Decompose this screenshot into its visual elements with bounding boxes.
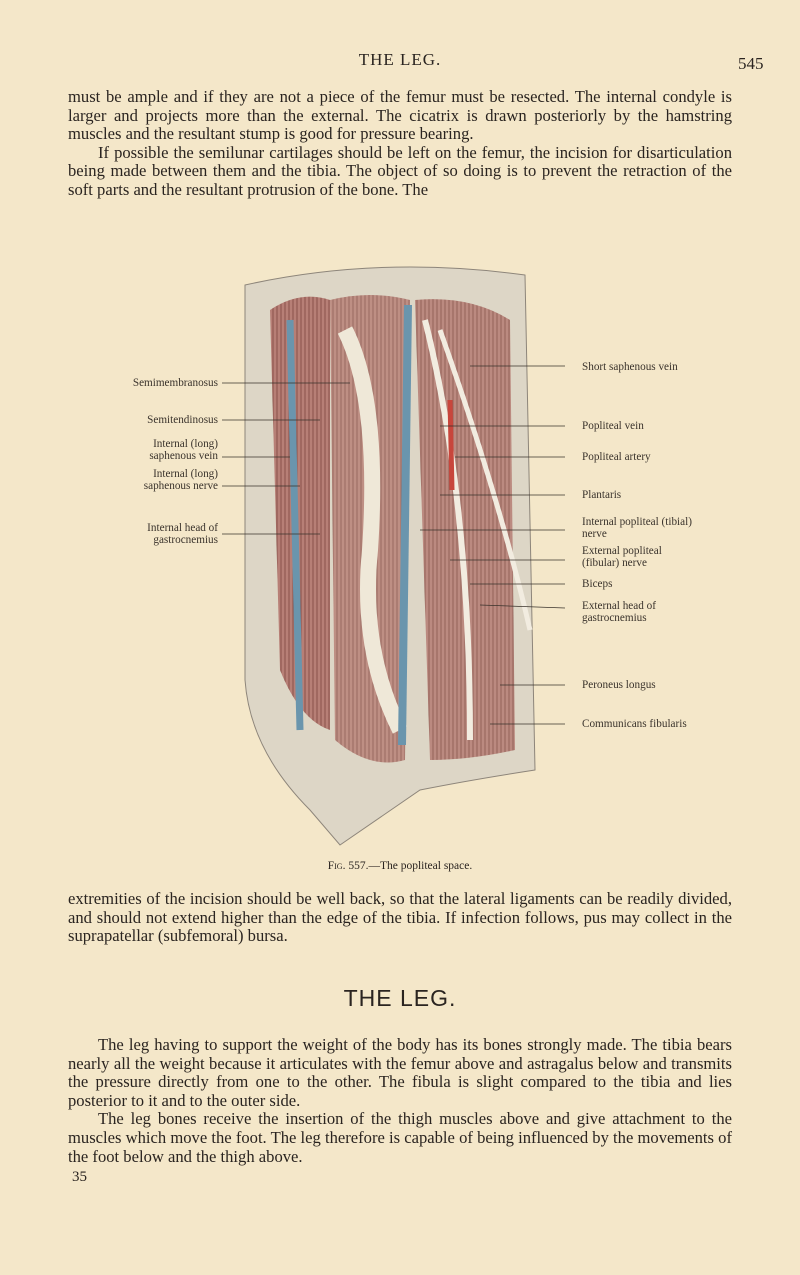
paragraph-text: The leg bones receive the insertion of the thigh muscles above and give attachment to the muscles which move the foot. The leg therefore is capable of being influenced by the movements of the foot below and the thigh above. <box>68 1109 732 1166</box>
caption-prefix: Fig. 557. <box>327 860 369 872</box>
label-semitendinosus: Semitendinosus <box>147 414 218 426</box>
label-biceps: Biceps <box>582 578 613 590</box>
running-title: THE LEG. <box>358 50 442 69</box>
label-external-gastrocnemius: External head of gastrocnemius <box>582 600 656 624</box>
paragraph-text: The leg having to support the weight of the body has its bones strongly made. The tibia bears nearly all the weight because it articulates with the femur above and astragalus below and transmits the pressure directly from one to the other. The fibula is slight compared to the tibia and lies posterior to it and to the outer side. <box>68 1035 732 1110</box>
label-saphenous-nerve: Internal (long) saphenous nerve <box>143 468 218 492</box>
label-communicans-fibularis: Communicans fibularis <box>582 718 687 730</box>
label-external-popliteal-nerve: External popliteal (fibular) nerve <box>582 545 662 569</box>
signature-mark: 35 <box>72 1169 87 1186</box>
paragraph-section <box>68 1036 732 1186</box>
paragraph-top <box>68 88 732 200</box>
label-plantaris: Plantaris <box>582 489 622 501</box>
label-semimembranosus: Semimembranosus <box>132 377 218 389</box>
label-internal-popliteal-nerve: Internal popliteal (tibial) nerve <box>582 516 692 540</box>
paragraph-text: must be ample and if they are not a piece of the femur must be resected. The internal condyle is larger and projects more than the external. The cicatrix is drawn posteriorly by the hamstring muscles and the resultant stump is good for pressure bearing. <box>68 87 732 144</box>
biceps-muscle <box>415 299 515 760</box>
label-saphenous-vein: Internal (long) saphenous vein <box>149 438 218 462</box>
label-peroneus-longus: Peroneus longus <box>582 679 656 691</box>
paragraph-text: extremities of the incision should be well back, so that the lateral ligaments can be readily divided, and should not extend higher than the edge of the tibia. If infection follows, pus may collect in the suprapatellar (subfemoral) bursa. <box>68 889 732 946</box>
label-internal-gastrocnemius: Internal head of gastrocnemius <box>147 522 218 546</box>
label-short-saphenous-vein: Short saphenous vein <box>582 361 678 373</box>
figure-caption <box>0 860 800 872</box>
label-popliteal-vein: Popliteal vein <box>582 420 644 432</box>
label-popliteal-artery: Popliteal artery <box>582 451 651 463</box>
paragraph-middle <box>68 890 732 946</box>
page-number: 545 <box>738 54 764 73</box>
popliteal-artery <box>450 400 452 490</box>
caption-text: —The popliteal space. <box>368 860 473 872</box>
section-heading: THE LEG. <box>343 985 457 1011</box>
paragraph-text: If possible the semilunar cartilages should be left on the femur, the incision for disarticulation being made between them and the tibia. The object of so doing is to prevent the retraction of the soft parts and the resultant protrusion of the bone. The <box>68 142 732 199</box>
